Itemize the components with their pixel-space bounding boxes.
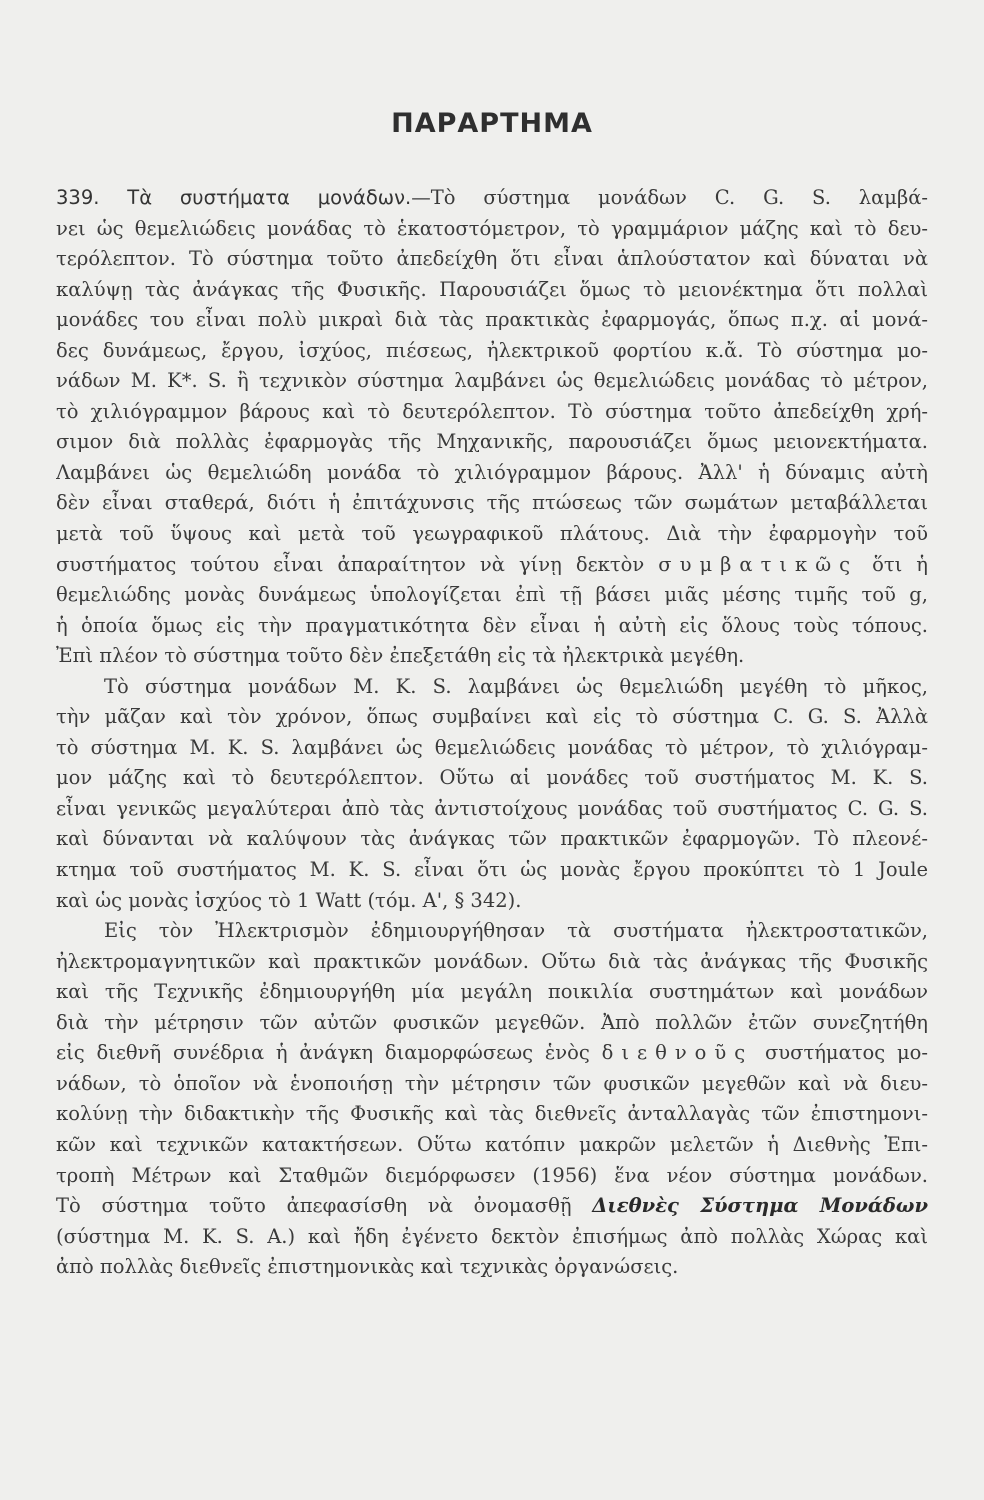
- text-line: κολύνῃ τὴν διδακτικὴν τῆς Φυσικῆς καὶ τὰς διεθνεῖς ἀνταλλαγὰς τῶν ἐπιστημονι-: [56, 1102, 928, 1126]
- text-line: θεμελιώδης μονὰς δυνάμεως ὑπολογίζεται ἐπὶ τῇ βάσει μιᾶς μέσης τιμῆς τοῦ g,: [56, 583, 928, 607]
- text-line: καὶ δύνανται νὰ καλύψουν τὰς ἀνάγκας τῶν πρακτικῶν ἐφαρμογῶν. Τὸ πλεονέ-: [56, 827, 928, 851]
- text-line: (σύστημα Μ. Κ. S. Α.) καὶ ἤδη ἐγένετο δεκτὸν ἐπισήμως ἀπὸ πολλὰς Χώρας καὶ: [56, 1224, 928, 1248]
- page-title: ΠΑΡΑΡΤΗΜΑ: [391, 108, 593, 139]
- text-line: σιμον διὰ πολλὰς ἐφαρμογὰς τῆς Μηχανικῆς, παρουσιάζει ὅμως μειονεκτήματα.: [56, 430, 928, 454]
- text-line: Εἰς τὸν Ἠλεκτρισμὸν ἐδημιουργήθησαν τὰ συστήματα ἠλεκτροστατικῶν,: [104, 919, 928, 943]
- text-line: καλύψῃ τὰς ἀνάγκας τῆς Φυσικῆς. Παρουσιάζει ὅμως τὸ μειονέκτημα ὅτι πολλαὶ: [56, 277, 928, 301]
- text-line: εἰς διεθνῆ συνέδρια ἡ ἀνάγκη διαμορφώσεως ἑνὸς διεθνοῦς συστήματος μο-: [56, 1041, 928, 1065]
- text-line: Ἐπὶ πλέον τὸ σύστημα τοῦτο δὲν ἐπεξετάθη εἰς τὰ ἠλεκτρικὰ μεγέθη.: [56, 644, 745, 668]
- text-line: καὶ ὡς μονὰς ἰσχύος τὸ 1 Watt (τόμ. Α', § 342).: [56, 888, 522, 912]
- text-line: δὲν εἶναι σταθερά, διότι ἡ ἐπιτάχυνσις τῆς πτώσεως τῶν σωμάτων μεταβάλλεται: [56, 491, 928, 515]
- text-line: 339. Τὰ συστήματα μονάδων.—Τὸ σύστημα μονάδων C. G. S. λαμβά-: [56, 186, 928, 209]
- text-line: κτημα τοῦ συστήματος Μ. Κ. S. εἶναι ὅτι ὡς μονὰς ἔργου προκύπτει τὸ 1 Joule: [56, 858, 928, 882]
- text-line: μονάδες του εἶναι πολὺ μικραὶ διὰ τὰς πρακτικὰς ἐφαρμογάς, ὅπως π.χ. αἱ μονά-: [56, 308, 928, 332]
- text-line: τὸ σύστημα Μ. Κ. S. λαμβάνει ὡς θεμελιώδεις μονάδας τὸ μέτρον, τὸ χιλιόγραμ-: [56, 735, 928, 759]
- text-line: καὶ τῆς Τεχνικῆς ἐδημιουργήθη μία μεγάλη ποικιλία συστημάτων καὶ μονάδων: [56, 980, 928, 1004]
- text-line: συστήματος τούτου εἶναι ἀπαραίτητον νὰ γίνῃ δεκτὸν συμβατικῶς ὅτι ἡ: [56, 552, 928, 576]
- text-line: ἠλεκτρομαγνητικῶν καὶ πρακτικῶν μονάδων. Οὕτω διὰ τὰς ἀνάγκας τῆς Φυσικῆς: [56, 949, 928, 973]
- section-heading: 339. Τὰ συστήματα μονάδων.: [56, 186, 412, 209]
- text-line: μον μάζης καὶ τὸ δευτερόλεπτον. Οὕτω αἱ μονάδες τοῦ συστήματος Μ. Κ. S.: [56, 766, 928, 790]
- text-line: τὴν μᾶζαν καὶ τὸν χρόνον, ὅπως συμβαίνει καὶ εἰς τὸ σύστημα C. G. S. Ἀλλὰ: [56, 705, 928, 729]
- spaced-word: συμβατικῶς: [658, 552, 859, 576]
- text-line: δες δυνάμεως, ἔργου, ἰσχύος, πιέσεως, ἠλεκτρικοῦ φορτίου κ.ἄ. Τὸ σύστημα μο-: [56, 338, 928, 362]
- text-line: νει ὡς θεμελιώδεις μονάδας τὸ ἑκατοστόμετρον, τὸ γραμμάριον μάζης καὶ τὸ δευ-: [56, 216, 928, 240]
- text-line: τροπὴ Μέτρων καὶ Σταθμῶν διεμόρφωσεν (1956) ἕνα νέον σύστημα μονάδων.: [56, 1163, 928, 1187]
- text-line: ἡ ὁποία ὅμως εἰς τὴν πραγματικότητα δὲν εἶναι ἡ αὐτὴ εἰς ὅλους τοὺς τόπους.: [56, 613, 928, 637]
- text-line: νάδων Μ. Κ*. S. ἢ τεχνικὸν σύστημα λαμβάνει ὡς θεμελιώδεις μονάδας τὸ μέτρον,: [56, 369, 928, 393]
- text-line: μετὰ τοῦ ὕψους καὶ μετὰ τοῦ γεωγραφικοῦ πλάτους. Διὰ τὴν ἐφαρμογὴν τοῦ: [56, 522, 928, 546]
- spaced-word: διεθνοῦς: [601, 1041, 754, 1065]
- body-text: [56, 183, 928, 1283]
- text-line: διὰ τὴν μέτρησιν τῶν αὐτῶν φυσικῶν μεγεθῶν. Ἀπὸ πολλῶν ἐτῶν συνεζητήθη: [56, 1010, 928, 1034]
- text-line: εἶναι γενικῶς μεγαλύτεραι ἀπὸ τὰς ἀντιστοίχους μονάδας τοῦ συστήματος C. G. S.: [56, 796, 928, 820]
- text-line: Τὸ σύστημα τοῦτο ἀπεφασίσθη νὰ ὀνομασθῇ Διεθνὲς Σύστημα Μονάδων: [56, 1194, 928, 1218]
- text-line: νάδων, τὸ ὁποῖον νὰ ἑνοποιήσῃ τὴν μέτρησιν τῶν φυσικῶν μεγεθῶν καὶ νὰ διευ-: [56, 1071, 928, 1095]
- text-line: τερόλεπτον. Τὸ σύστημα τοῦτο ἀπεδείχθη ὅτι εἶναι ἁπλούστατον καὶ δύναται νὰ: [56, 247, 928, 271]
- emphasis-text: Διεθνὲς Σύστημα Μονάδων: [592, 1194, 928, 1218]
- text-line: τὸ χιλιόγραμμον βάρους καὶ τὸ δευτερόλεπτον. Τὸ σύστημα τοῦτο ἀπεδείχθη χρή-: [56, 399, 928, 423]
- text-line: ἀπὸ πολλὰς διεθνεῖς ἐπιστημονικὰς καὶ τεχνικὰς ὀργανώσεις.: [56, 1255, 679, 1279]
- text-line: Λαμβάνει ὡς θεμελιώδη μονάδα τὸ χιλιόγραμμον βάρους. Ἀλλ' ἡ δύναμις αὐτὴ: [56, 460, 928, 484]
- text-line: Τὸ σύστημα μονάδων Μ. Κ. S. λαμβάνει ὡς θεμελιώδη μεγέθη τὸ μῆκος,: [104, 674, 928, 698]
- text-line: κῶν καὶ τεχνικῶν κατακτήσεων. Οὕτω κατόπιν μακρῶν μελετῶν ἡ Διεθνὴς Ἐπι-: [56, 1132, 928, 1156]
